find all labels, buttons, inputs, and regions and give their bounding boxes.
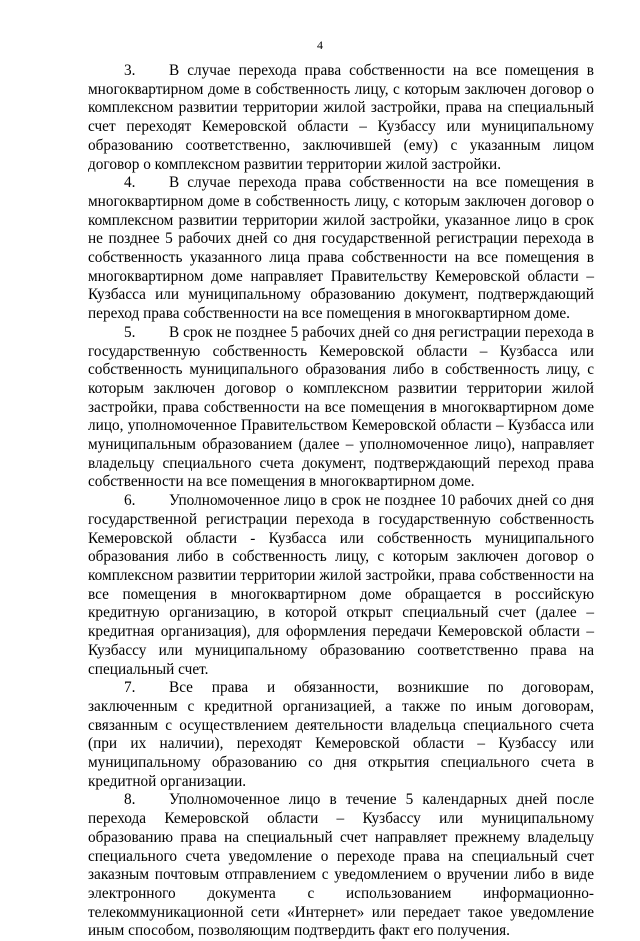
paragraph-5 <box>88 324 594 492</box>
paragraph-8 <box>88 791 594 941</box>
paragraph-7 <box>88 679 594 791</box>
paragraph-text: Все права и обязанности, возникшие по договорам, заключенным с кредитной организацией, а также по иным договорам, связанным с осуществлением деятельности владельца специального счета (при их наличии), переходят Кемеровской области – Кузбассу или муниципальному образованию со дня открытия специального счета в кредитной организации. <box>88 679 594 790</box>
paragraph-text: Уполномоченное лицо в течение 5 календарных дней после перехода Кемеровской области – Кузбассу или муниципальному образованию права на специальный счет направляет прежнему владельцу специального счета уведомление о переходе права на специальный счет заказным почтовым отправлением с уведомлением о вручении либо в виде электронного документа с использованием информационно-телекоммуникационной сети «Интернет» или передает такое уведомление иным способом, позволяющим подтвердить факт его получения. <box>88 791 594 940</box>
document-body <box>88 62 594 941</box>
paragraph-number: 4. <box>124 174 136 192</box>
paragraph-text: В случае перехода права собственности на все помещения в многоквартирном доме в собственность лицу, с которым заключен договор о комплексном развитии территории жилой застройки, права на специальный счет переходят Кемеровской области – Кузбассу или муниципальному образованию соответственно, заключившей (ему) с указанным лицом договор о комплексном развитии территории жилой застройки. <box>88 62 594 173</box>
paragraph-number: 6. <box>124 492 136 510</box>
paragraph-text: Уполномоченное лицо в срок не позднее 10 рабочих дней со дня государственной регистрации перехода в государственную собственность Кемеровской области - Кузбасса или собственность муниципального образования либо в собственность лицу, с которым заключен договор о комплексном развитии территории жилой застройки, права собственности на все помещения в многоквартирном доме обращается в российскую кредитную организацию, в которой открыт специальный счет (далее – кредитная организация), для оформления передачи Кемеровской области – Кузбассу или муниципальному образованию соответственно права на специальный счет. <box>88 492 594 678</box>
paragraph-number: 7. <box>124 679 136 697</box>
paragraph-number: 3. <box>124 62 136 79</box>
page-number: 4 <box>317 38 323 52</box>
paragraph-4 <box>88 174 594 324</box>
paragraph-number: 5. <box>124 323 136 341</box>
paragraph-6 <box>88 492 594 679</box>
paragraph-text: В случае перехода права собственности на все помещения в многоквартирном доме в собственность лицу, с которым заключен договор о комплексном развитии территории жилой застройки, указанное лицо в срок не позднее 5 рабочих дней со дня государственной регистрации перехода в собственность указанного лица права собственности на все помещения в многоквартирном доме направляет Правительству Кемеровской области – Кузбасса или муниципальному образованию документ, подтверждающий переход права собственности на все помещения в многоквартирном доме. <box>88 174 594 323</box>
paragraph-number: 8. <box>124 791 136 809</box>
paragraph-3 <box>88 62 594 174</box>
paragraph-text: В срок не позднее 5 рабочих дней со дня регистрации перехода в государственную собственность Кемеровской области – Кузбасса или собственность муниципального образования либо в собственность лицу, с которым заключен договор о комплексном развитии территории жилой застройки, права собственности на все помещения в многоквартирном доме лицо, уполномоченное Правительством Кемеровской области – Кузбасса или муниципальным образованием (далее – уполномоченное лицо), направляет владельцу специального счета документ, подтверждающий переход права собственности на все помещения в многоквартирном доме. <box>88 323 594 491</box>
